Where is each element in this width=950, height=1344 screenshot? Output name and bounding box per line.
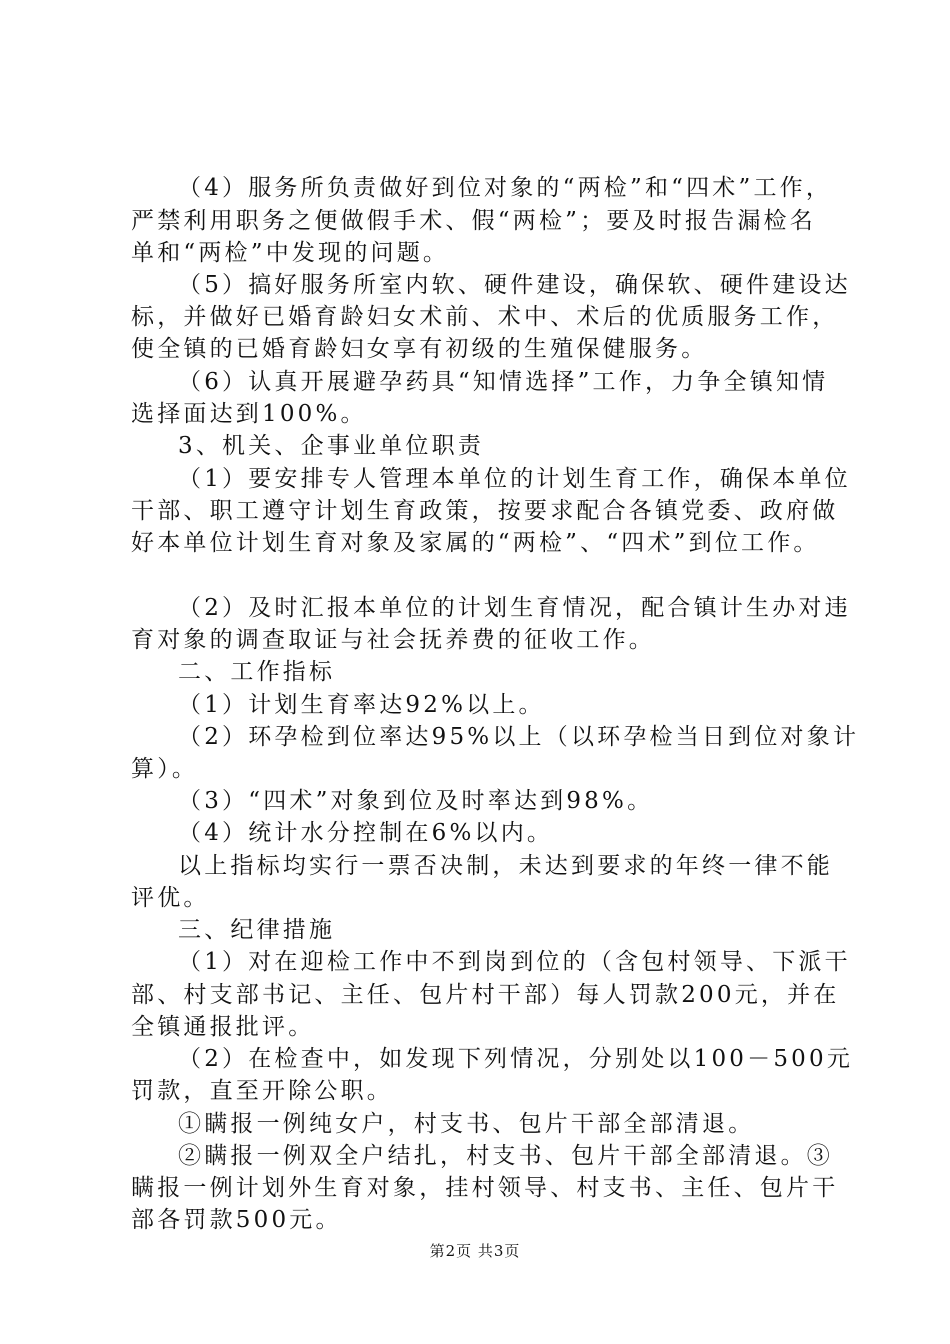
section-2-heading: 二、工作指标	[178, 659, 336, 685]
case-2-line-1: ②瞒报一例双全户结扎，村支书、包片干部全部清退。③	[178, 1143, 833, 1169]
case-1: ①瞒报一例纯女户，村支书、包片干部全部清退。	[178, 1111, 755, 1137]
discipline-2-line-2: 罚款，直至开除公职。	[131, 1078, 393, 1104]
page-footer: 第2页 共3页	[429, 1242, 521, 1260]
discipline-1-line-2: 部、村支部书记、主任、包片村干部）每人罚款200元，并在	[131, 982, 840, 1008]
paragraph-5-line-3: 使全镇的已婚育龄妇女享有初级的生殖保健服务。	[131, 336, 708, 362]
case-3-line-2: 部各罚款500元。	[131, 1207, 342, 1233]
paragraph-6-line-1: （6）认真开展避孕药具“知情选择”工作，力争全镇知情	[178, 369, 829, 395]
paragraph-4-line-1: （4）服务所负责做好到位对象的“两检”和“四术”工作，	[178, 175, 833, 201]
unit-duty-1-line-1: （1）要安排专人管理本单位的计划生育工作，确保本单位	[178, 466, 851, 492]
indicator-1: （1）计划生育率达92%以上。	[178, 692, 545, 718]
paragraph-5-line-1: （5）搞好服务所室内软、硬件建设，确保软、硬件建设达	[178, 272, 851, 298]
indicator-2-line-1: （2）环孕检到位率达95%以上（以环孕检当日到位对象计	[178, 724, 860, 750]
discipline-1-line-3: 全镇通报批评。	[131, 1014, 315, 1040]
case-3-line-1: 瞒报一例计划外生育对象，挂村领导、村支书、主任、包片干	[131, 1175, 839, 1201]
section-3-discipline-heading: 三、纪律措施	[178, 917, 336, 943]
section-3-heading: 3、机关、企事业单位职责	[178, 433, 485, 459]
indicator-4: （4）统计水分控制在6%以内。	[178, 820, 554, 846]
unit-duty-2-line-2: 育对象的调查取证与社会抚养费的征收工作。	[131, 627, 655, 653]
paragraph-5-line-2: 标，并做好已婚育龄妇女术前、术中、术后的优质服务工作，	[131, 304, 839, 330]
indicator-2-line-2: 算）。	[131, 756, 199, 782]
paragraph-4-line-3: 单和“两检”中发现的问题。	[131, 240, 450, 266]
unit-duty-1-line-3: 好本单位计划生育对象及家属的“两检”、“四术”到位工作。	[131, 530, 820, 556]
discipline-1-line-1: （1）对在迎检工作中不到岗到位的（含包村领导、下派干	[178, 949, 851, 975]
discipline-2-line-1: （2）在检查中，如发现下列情况，分别处以100－500元	[178, 1046, 854, 1072]
paragraph-4-line-2: 严禁利用职务之便做假手术、假“两检”；要及时报告漏检名	[131, 208, 816, 234]
unit-duty-2-line-1: （2）及时汇报本单位的计划生育情况，配合镇计生办对违	[178, 595, 851, 621]
paragraph-6-line-2: 选择面达到100%。	[131, 401, 367, 427]
unit-duty-1-line-2: 干部、职工遵守计划生育政策，按要求配合各镇党委、政府做	[131, 498, 839, 524]
veto-note-line-2: 评优。	[131, 885, 210, 911]
veto-note-line-1: 以上指标均实行一票否决制，未达到要求的年终一律不能	[178, 853, 833, 879]
indicator-3: （3）“四术”对象到位及时率达到98%。	[178, 788, 654, 814]
